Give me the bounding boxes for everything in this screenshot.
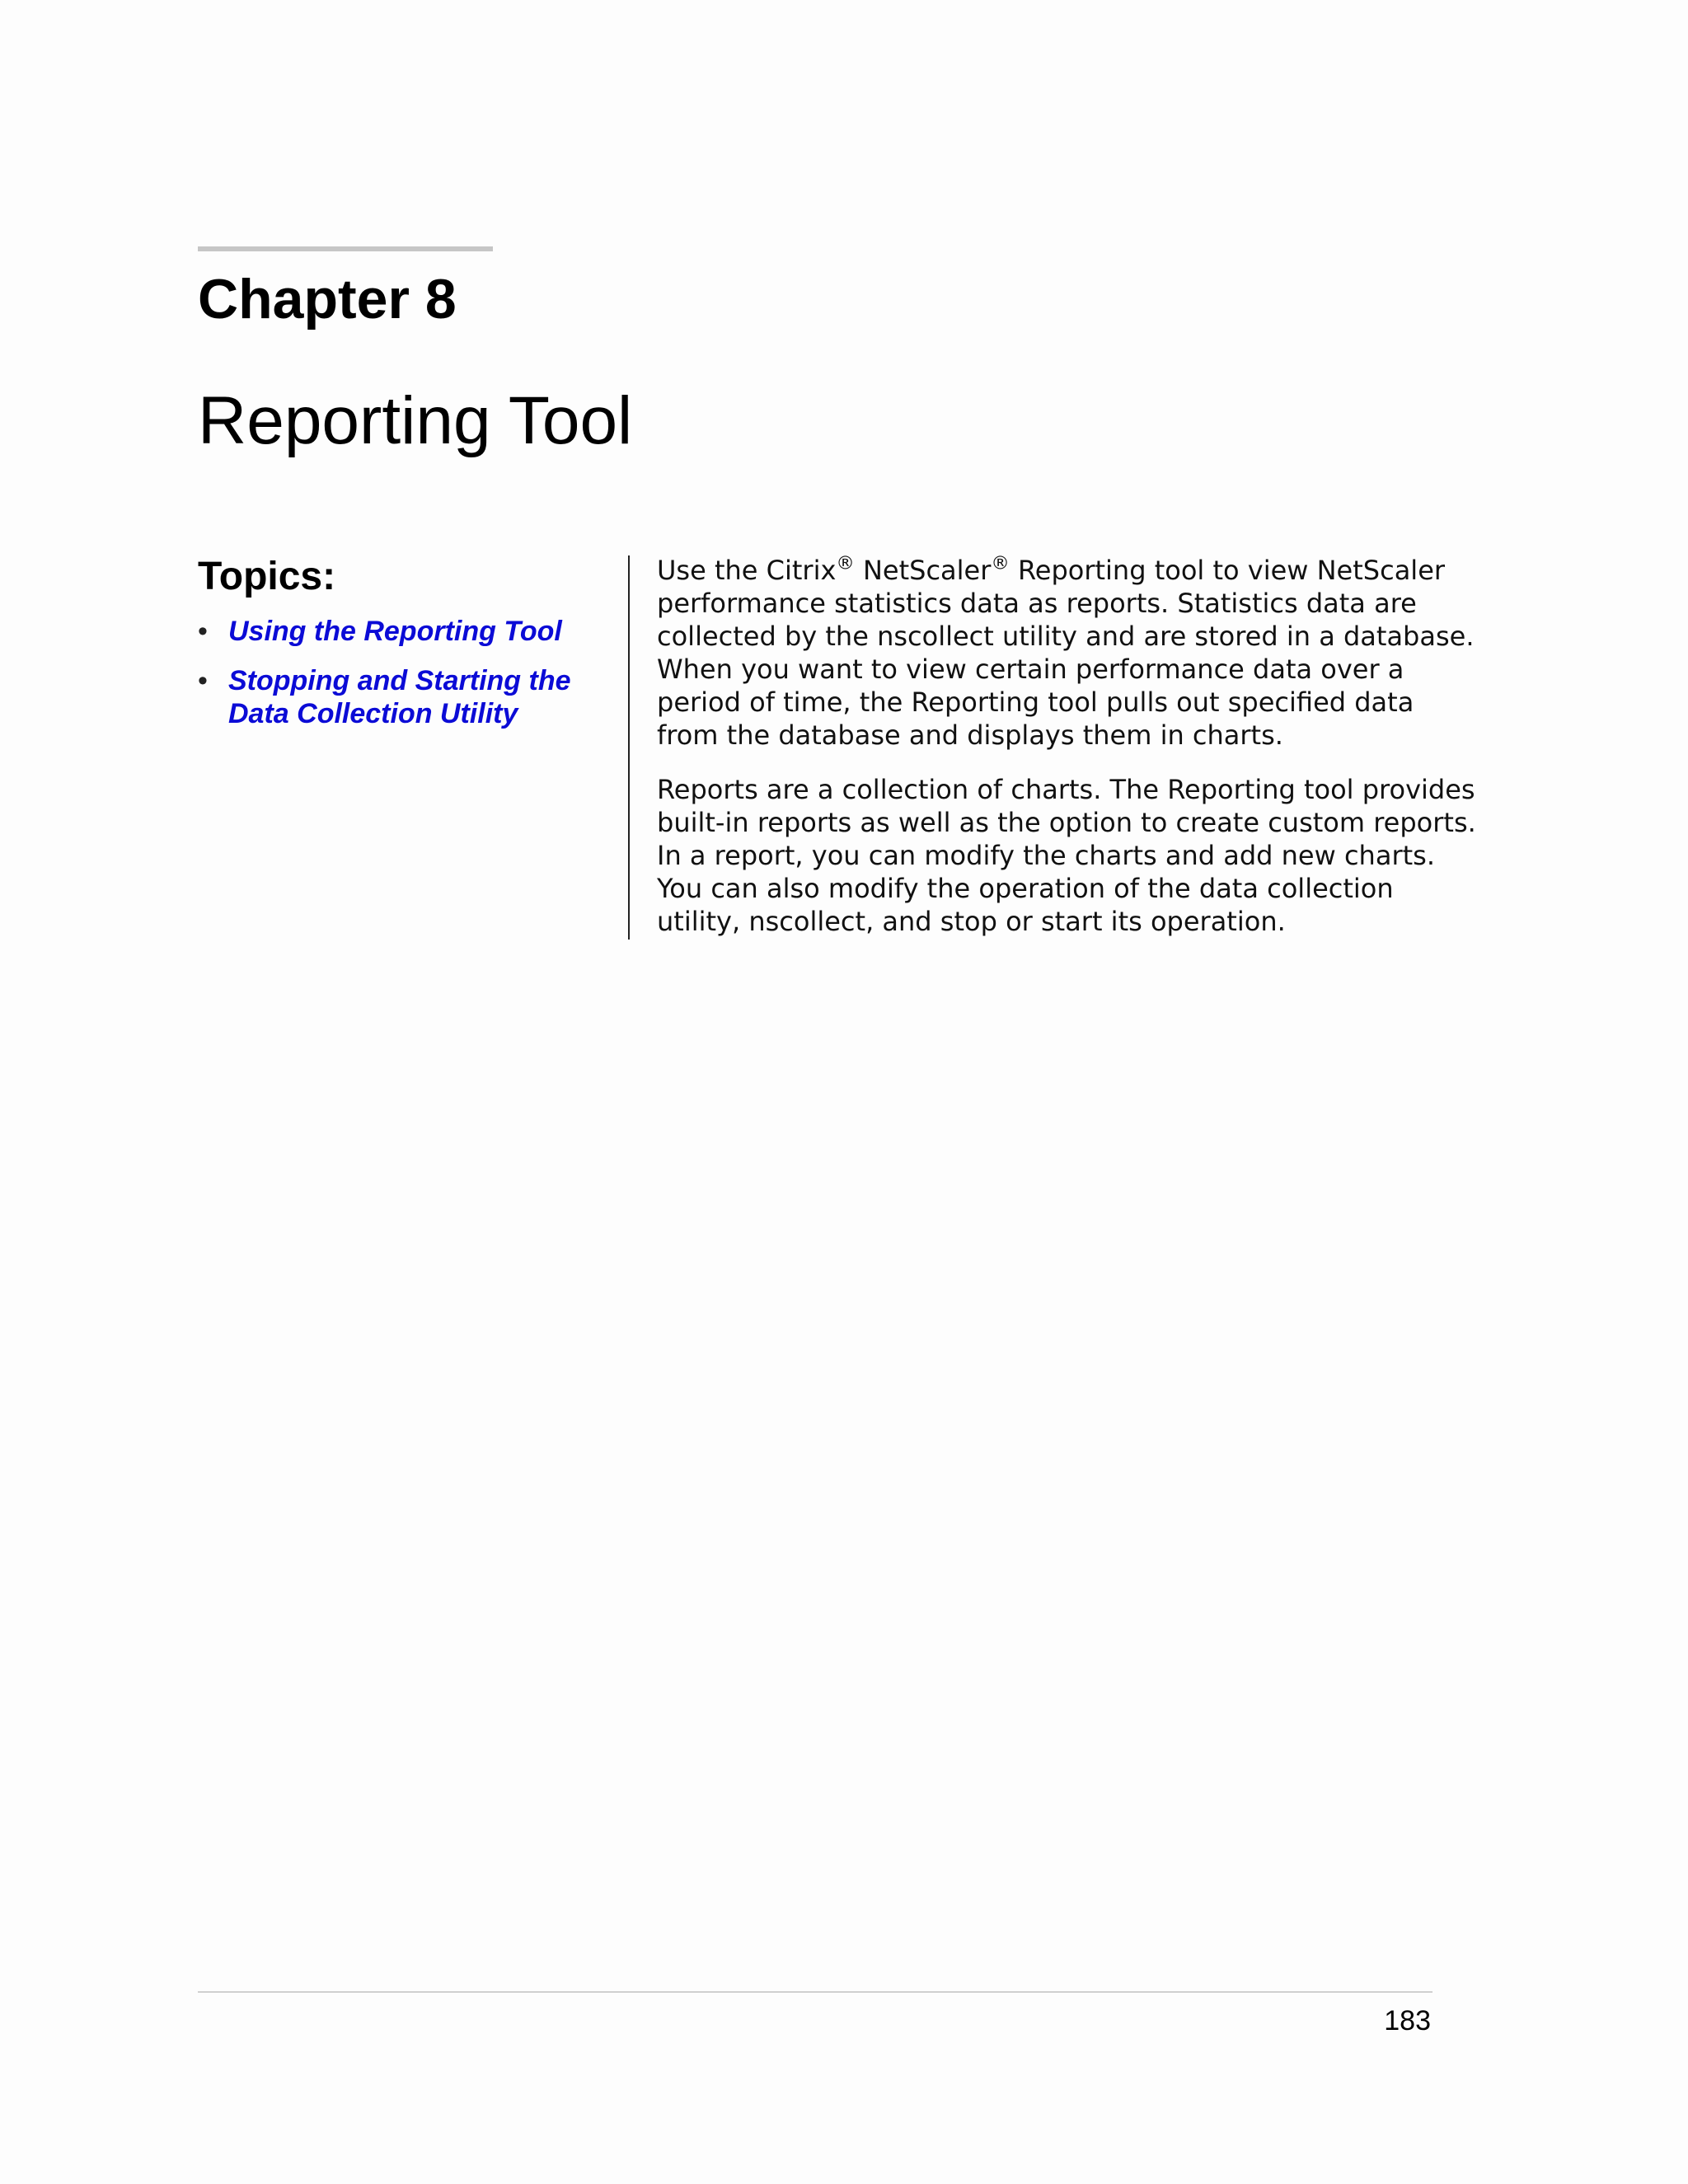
footer-rule xyxy=(198,1991,1432,1993)
column-divider xyxy=(628,555,630,940)
chapter-rule xyxy=(198,246,493,251)
topic-item xyxy=(198,664,593,730)
registered-mark: ® xyxy=(991,552,1010,574)
intro-text: NetScaler xyxy=(854,555,992,586)
intro-paragraph-1 xyxy=(657,554,1481,752)
intro-text: Use the Citrix xyxy=(657,555,837,586)
topics-panel xyxy=(198,551,593,747)
topics-list xyxy=(198,615,593,730)
topic-link-stopping-starting-data-collection[interactable]: Stopping and Starting the Data Collection Utility xyxy=(228,665,571,729)
page-number: 183 xyxy=(1384,2005,1431,2036)
chapter-intro xyxy=(657,554,1481,959)
bullet-icon: • xyxy=(198,616,208,647)
topic-link-using-reporting-tool[interactable]: Using the Reporting Tool xyxy=(228,616,562,647)
chapter-label: Chapter 8 xyxy=(198,268,457,330)
intro-paragraph-2: Reports are a collection of charts. The Reporting tool provides built-in reports as well as the option to create custom reports. In a report, you can modify the charts and add new charts. You can also modify the operation of the data collection utility, nscollect, and stop or start its operation. xyxy=(657,774,1476,937)
chapter-title: Reporting Tool xyxy=(198,383,633,458)
bullet-icon: • xyxy=(198,665,208,696)
registered-mark: ® xyxy=(836,552,855,574)
topics-heading: Topics: xyxy=(198,555,336,598)
topic-item xyxy=(198,615,593,648)
intro-text: Reporting tool to view NetScaler performance statistics data as reports. Statistics data are collected by the nscollect utility and are stored in a database. When you want to view certain performance data over a period of time, the Reporting tool pulls out specified data from the database and displays them in charts. xyxy=(657,555,1475,751)
